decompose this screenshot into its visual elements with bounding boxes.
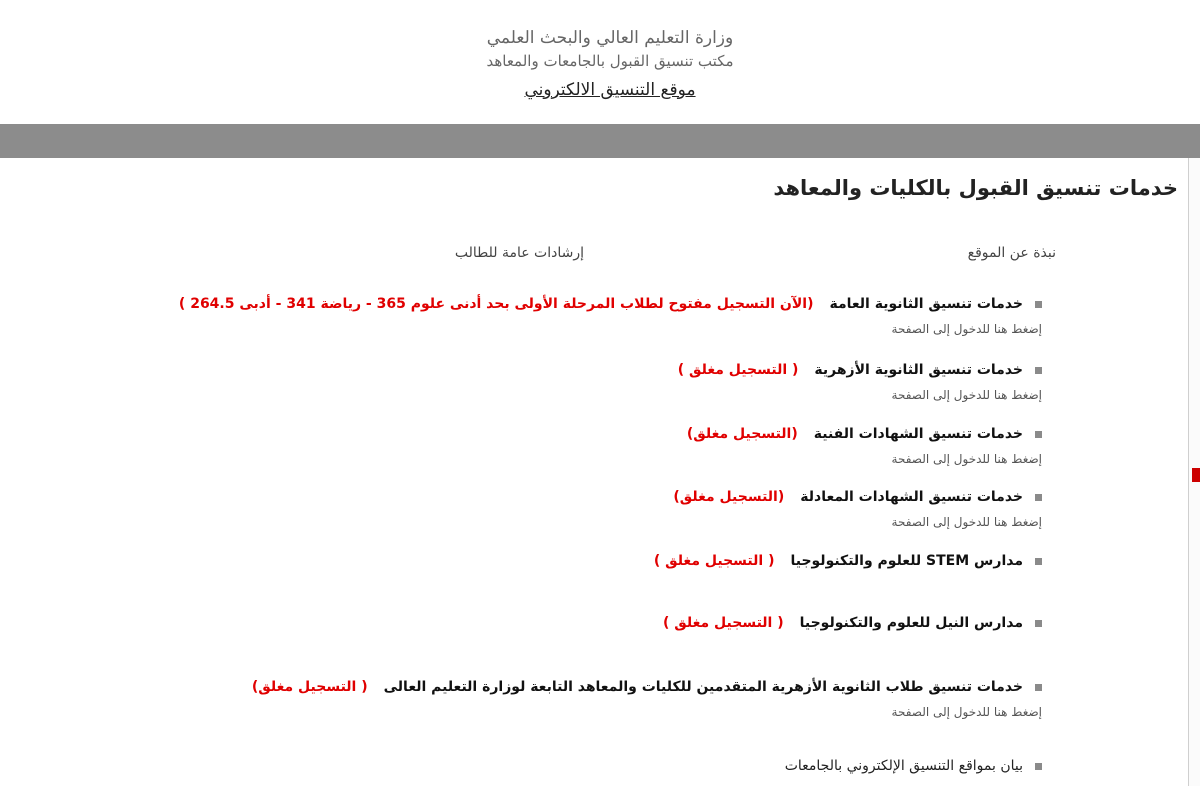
office-name: مكتب تنسيق القبول بالجامعات والمعاهد [486,52,734,70]
item-label[interactable]: مدارس النيل للعلوم والتكنولوجيا [799,615,1023,631]
item-label[interactable]: خدمات تنسيق الشهادات الفنية [813,426,1023,442]
item-label[interactable]: خدمات تنسيق طلاب الثانوية الأزهرية المتقدمين للكليات والمعاهد التابعة لوزارة التعليم العالى [383,679,1023,695]
status-text: ( التسجيل مغلق ) [677,362,799,378]
item-label[interactable]: خدمات تنسيق الثانوية الأزهرية [814,362,1023,378]
item-label[interactable]: مدارس STEM للعلوم والتكنولوجيا [790,553,1023,569]
status-text: (الآن التسجيل مفتوح لطلاب المرحلة الأولى بحد أدنى علوم 365 - رياضة 341 - أدبى 264.5 ) [178,296,814,312]
item-label[interactable]: خدمات تنسيق الثانوية العامة [829,296,1023,312]
list-item [678,362,1042,402]
status-text: (التسجيل مغلق) [673,489,785,505]
nav-bar [0,124,1200,158]
status-text: ( التسجيل مغلق ) [653,553,775,569]
enter-link[interactable]: إضغط هنا للدخول إلى الصفحة [891,452,1042,466]
bullet-icon [1035,367,1042,374]
site-link[interactable]: موقع التنسيق الالكتروني [524,80,696,100]
list-item [663,615,1042,631]
bullet-icon [1035,763,1042,770]
bullet-icon [1035,494,1042,501]
list-item [252,679,1042,719]
status-text: ( التسجيل مغلق ) [662,615,784,631]
status-text: ( التسجيل مغلق) [251,679,368,695]
tab-guide[interactable]: إرشادات عامة للطالب [454,245,584,261]
list-item [654,553,1042,569]
ministry-name: وزارة التعليم العالي والبحث العلمي [486,28,734,48]
enter-link[interactable]: إضغط هنا للدخول إلى الصفحة [891,388,1042,402]
item-label[interactable]: بيان بمواقع التنسيق الإلكتروني بالجامعات [784,758,1023,774]
list-item [179,296,1042,336]
edge-marker [1192,468,1200,482]
item-label[interactable]: خدمات تنسيق الشهادات المعادلة [800,489,1023,505]
bullet-icon [1035,431,1042,438]
bullet-icon [1035,620,1042,627]
list-item [687,426,1042,466]
site-header [0,0,1200,124]
page-title: خدمات تنسيق القبول بالكليات والمعاهد [773,176,1178,200]
enter-link[interactable]: إضغط هنا للدخول إلى الصفحة [891,322,1042,336]
enter-link[interactable]: إضغط هنا للدخول إلى الصفحة [891,705,1042,719]
list-item [673,489,1042,529]
enter-link[interactable]: إضغط هنا للدخول إلى الصفحة [891,515,1042,529]
list-item [785,758,1042,774]
page-edge [1188,158,1200,786]
bullet-icon [1035,684,1042,691]
bullet-icon [1035,301,1042,308]
bullet-icon [1035,558,1042,565]
tab-about[interactable]: نبذة عن الموقع [967,245,1056,261]
status-text: (التسجيل مغلق) [686,426,798,442]
